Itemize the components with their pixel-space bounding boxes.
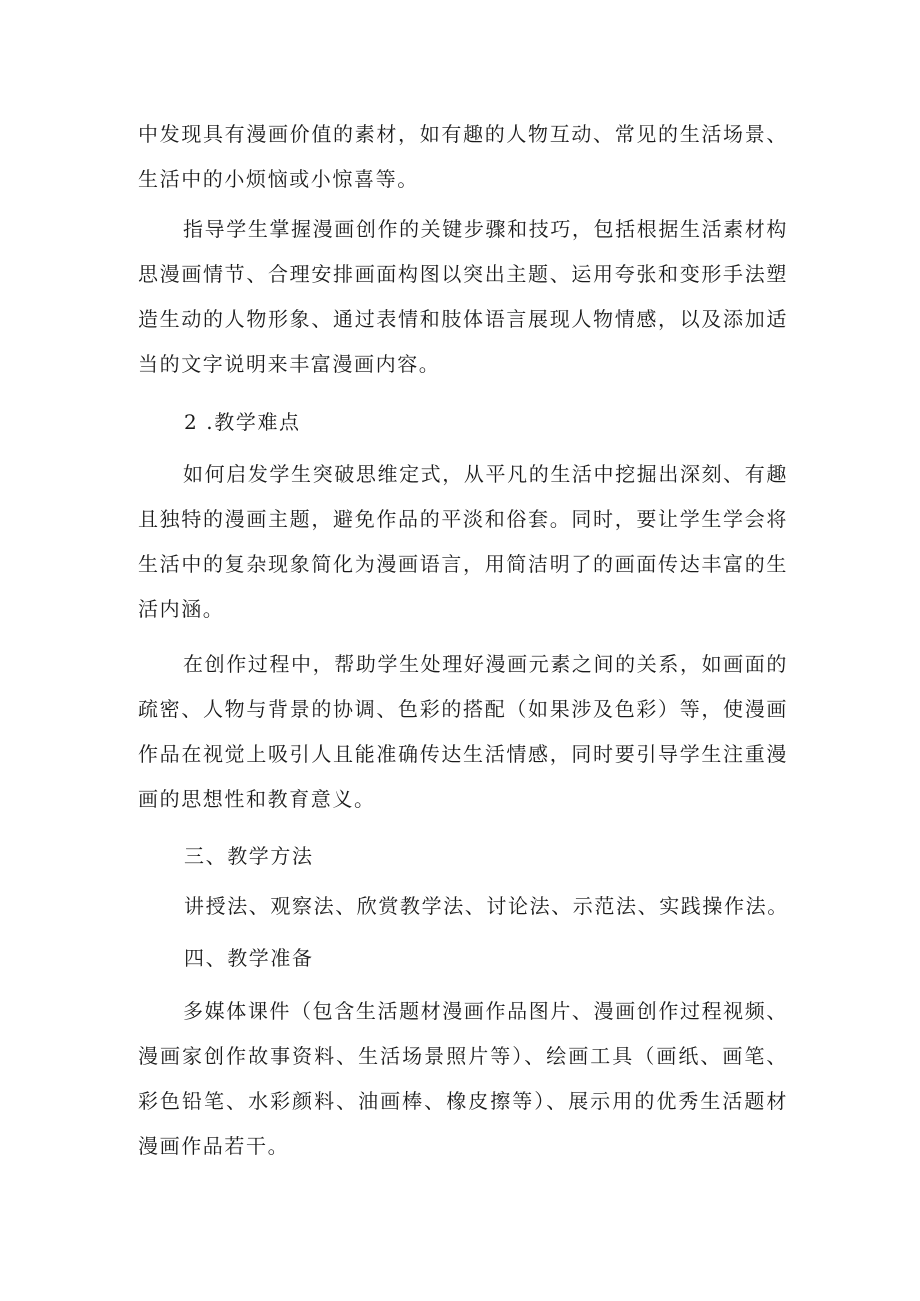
heading-teaching-methods: 三、教学方法 (184, 844, 314, 868)
paragraph-key-steps: 指导学生掌握漫画创作的关键步骤和技巧，包括根据生活素材构思漫画情节、合理安排画面构图以突出主题、运用夸张和变形手法塑造生动的人物形象、通过表情和肢体语言展现人物情感，以及添加适当的文字说明来丰富漫画内容。 (138, 217, 788, 376)
paragraph-difficulty-elements: 在创作过程中，帮助学生处理好漫画元素之间的关系，如画面的疏密、人物与背景的协调、色彩的搭配（如果涉及色彩）等，使漫画作品在视觉上吸引人且能准确传达生活情感，同时要引导学生注重漫画的思想性和教育意义。 (138, 652, 788, 811)
paragraph-methods-list: 讲授法、观察法、欣赏教学法、讨论法、示范法、实践操作法。 (184, 894, 789, 918)
heading-teaching-preparation: 四、教学准备 (184, 946, 314, 970)
paragraph-preparation-materials: 多媒体课件（包含生活题材漫画作品图片、漫画创作过程视频、漫画家创作故事资料、生活场景照片等）、绘画工具（画纸、画笔、彩色铅笔、水彩颜料、油画棒、橡皮擦等）、展示用的优秀生活题材漫画作品若干。 (138, 999, 788, 1158)
paragraph-difficulty-thinking: 如何启发学生突破思维定式，从平凡的生活中挖掘出深刻、有趣且独特的漫画主题，避免作品的平淡和俗套。同时，要让学生学会将生活中的复杂现象简化为漫画语言，用简洁明了的画面传达丰富的生活内涵。 (138, 462, 788, 621)
heading-teaching-difficulty: 2 .教学难点 (184, 410, 301, 434)
paragraph-material-discovery: 中发现具有漫画价值的素材，如有趣的人物互动、常见的生活场景、生活中的小烦恼或小惊喜等。 (138, 122, 788, 191)
